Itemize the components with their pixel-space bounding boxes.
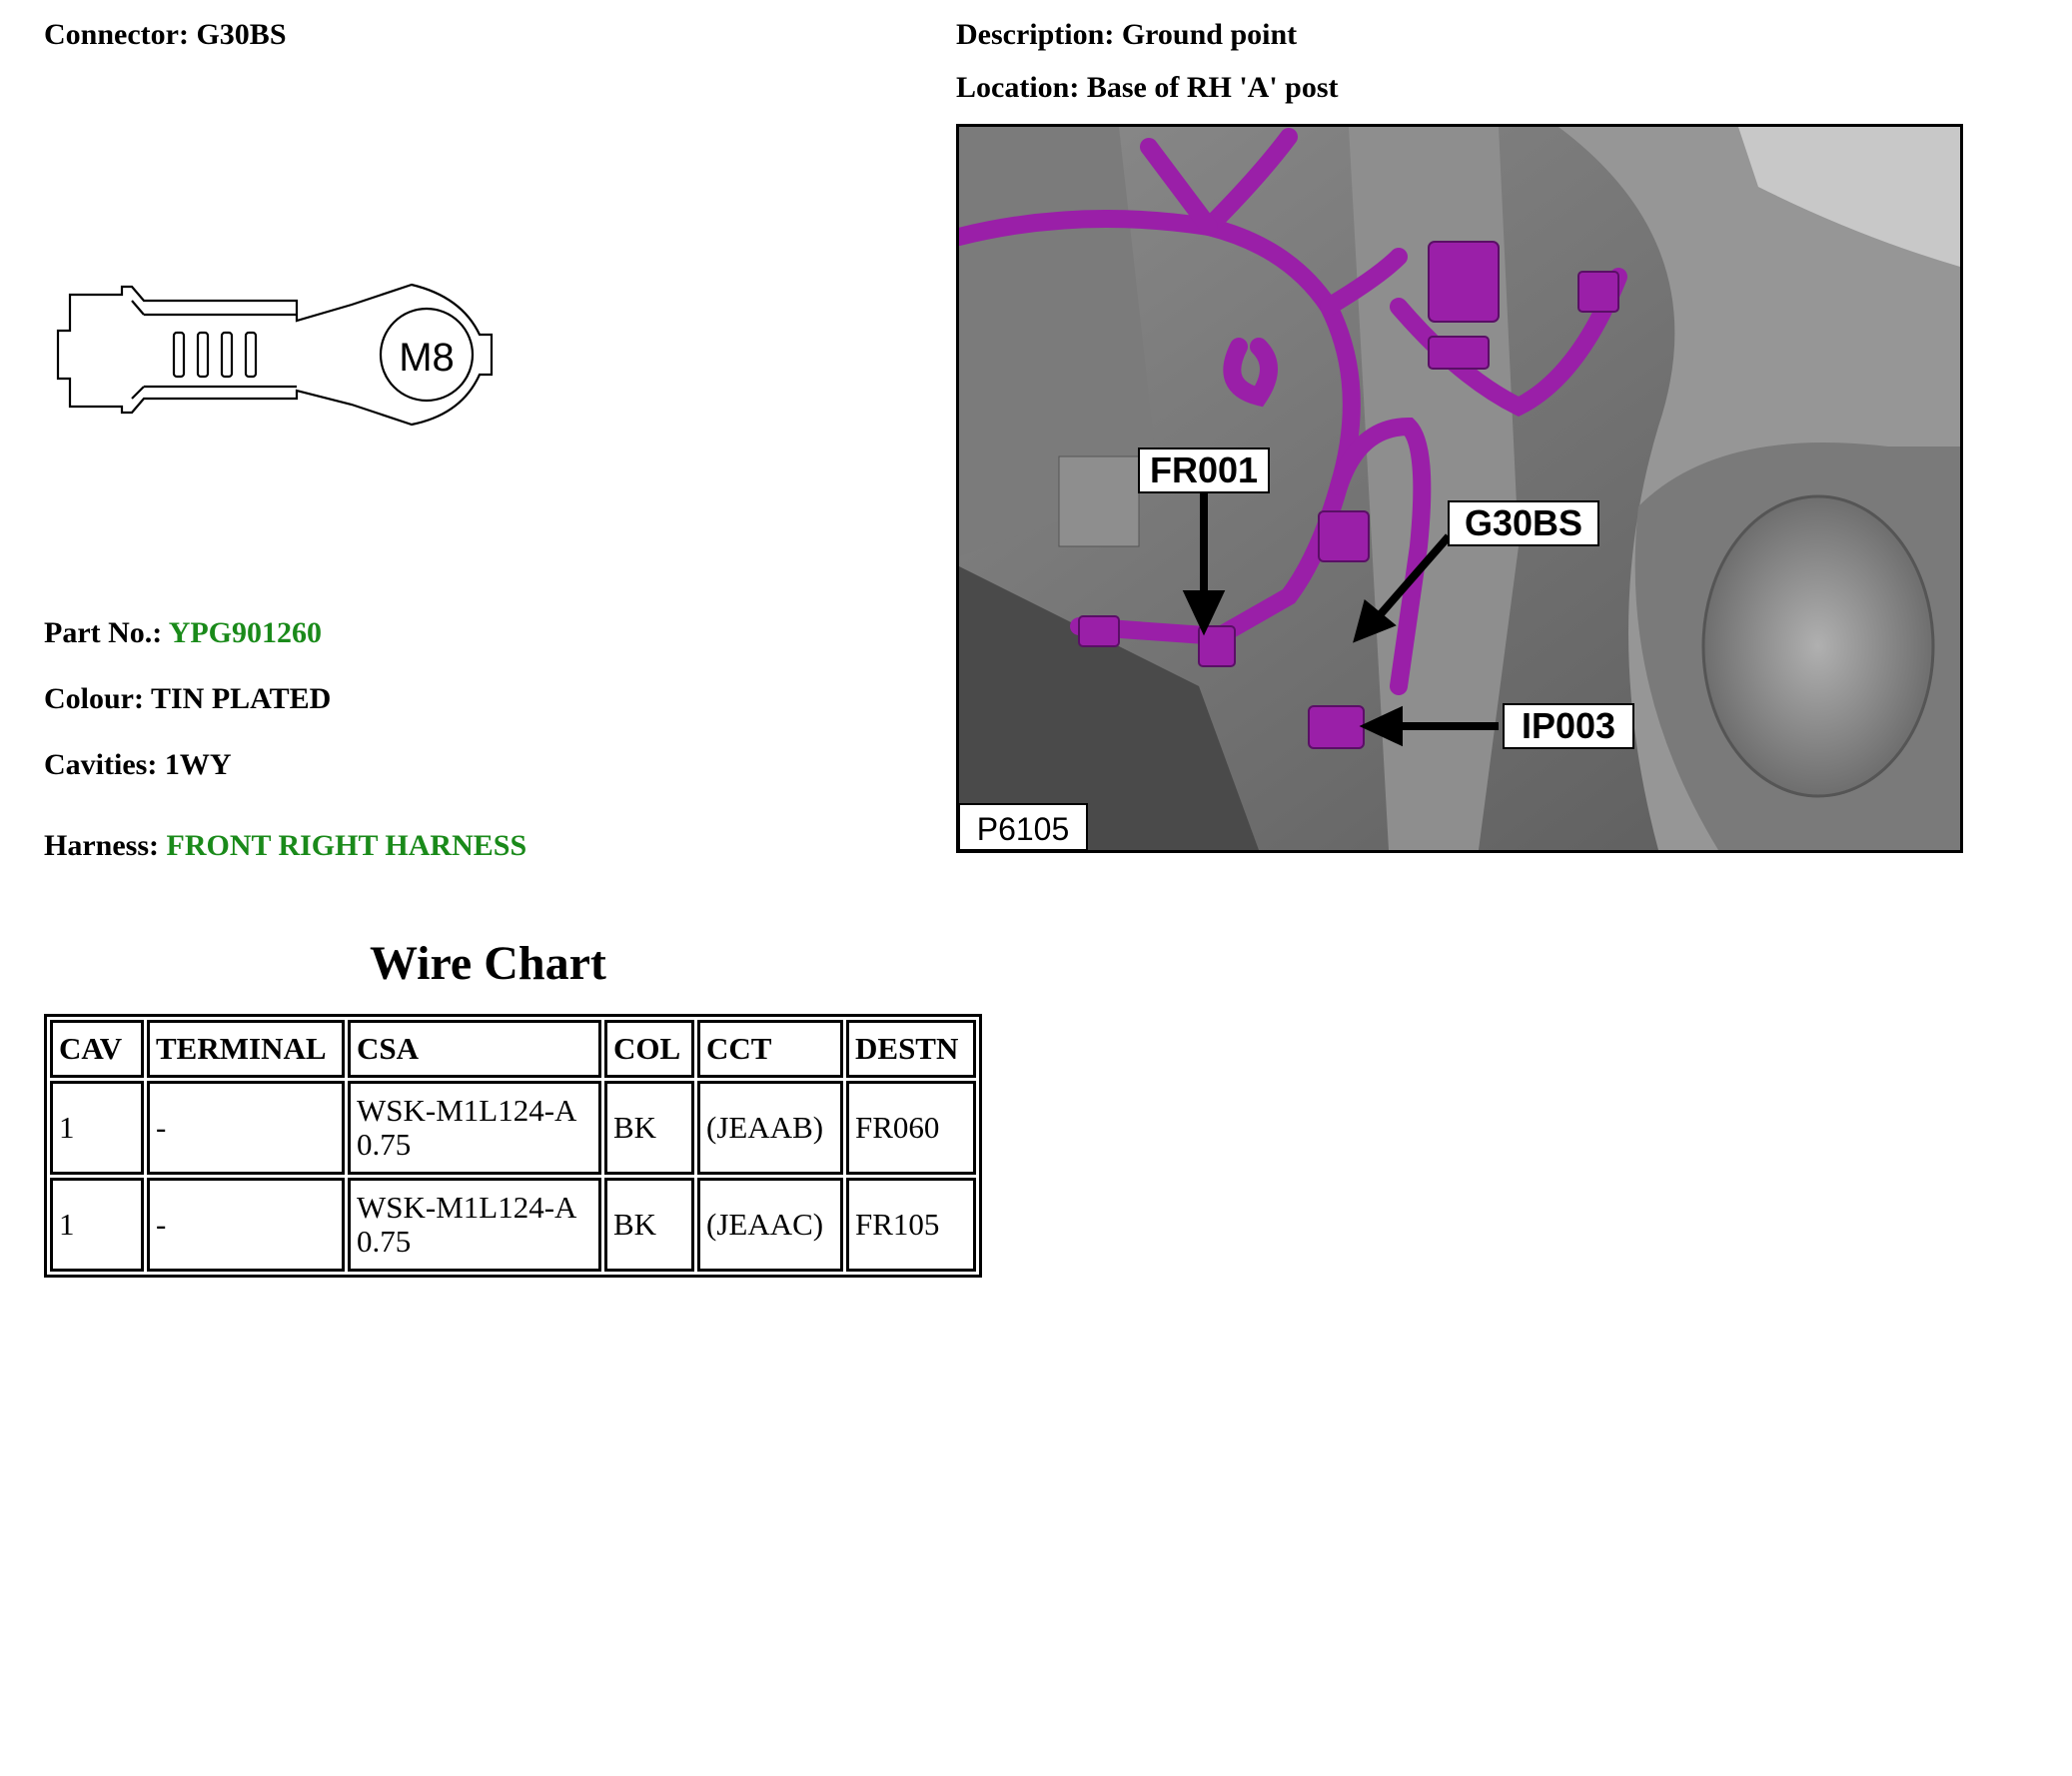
- col-header-col: COL: [604, 1020, 694, 1078]
- wire-chart-table: [44, 1014, 982, 1278]
- description-label: Description:: [956, 18, 1115, 51]
- part-number-label: Part No.:: [44, 616, 163, 649]
- cell-col: BK: [604, 1081, 694, 1175]
- table-row: [50, 1178, 976, 1272]
- harness-field: [44, 829, 526, 863]
- col-header-csa: CSA: [348, 1020, 601, 1078]
- col-header-cav: CAV: [50, 1020, 144, 1078]
- colour-field: [44, 682, 331, 716]
- cell-csa-size: 0.75: [357, 1224, 412, 1259]
- cell-destn: FR060: [846, 1081, 976, 1175]
- part-number-field: [44, 616, 322, 650]
- cell-csa-spec: WSK-M1L124-A: [357, 1190, 577, 1225]
- cell-destn: FR105: [846, 1178, 976, 1272]
- part-number-link[interactable]: YPG901260: [168, 616, 323, 649]
- cell-terminal: -: [147, 1178, 345, 1272]
- wire-chart-title: Wire Chart: [370, 937, 606, 990]
- col-header-cct: CCT: [697, 1020, 843, 1078]
- location-label: Location:: [956, 71, 1080, 104]
- callout-ip003: IP003: [1521, 705, 1616, 746]
- cavities-label: Cavities:: [44, 748, 158, 781]
- ring-terminal-diagram: [52, 275, 531, 435]
- callout-fr001: FR001: [1149, 449, 1259, 490]
- cell-csa: [348, 1081, 601, 1175]
- colour-label: Colour:: [44, 682, 144, 715]
- location-photo: [956, 124, 1963, 853]
- cell-cav: 1: [50, 1081, 144, 1175]
- stud-size-label: M8: [399, 336, 455, 380]
- location-field: [956, 71, 1339, 105]
- connector-label: Connector:: [44, 18, 189, 51]
- table-header-row: [50, 1020, 976, 1078]
- cavities-field: [44, 748, 231, 782]
- description-value: Ground point: [1121, 18, 1298, 51]
- callout-g30bs: G30BS: [1464, 502, 1583, 543]
- connector-value: G30BS: [196, 18, 287, 51]
- figure-id: P6105: [976, 811, 1070, 847]
- cell-terminal: -: [147, 1081, 345, 1175]
- description-field: [956, 18, 1297, 52]
- cell-cav: 1: [50, 1178, 144, 1272]
- harness-label: Harness:: [44, 829, 159, 862]
- cell-csa-spec: WSK-M1L124-A: [357, 1093, 577, 1128]
- col-header-destn: DESTN: [846, 1020, 976, 1078]
- cell-cct: (JEAAC): [697, 1178, 843, 1272]
- connector-field: [44, 18, 287, 52]
- col-header-terminal: TERMINAL: [147, 1020, 345, 1078]
- cell-cct: (JEAAB): [697, 1081, 843, 1175]
- cell-csa: [348, 1178, 601, 1272]
- colour-value: TIN PLATED: [150, 682, 332, 715]
- cell-col: BK: [604, 1178, 694, 1272]
- cavities-value: 1WY: [164, 748, 232, 781]
- location-value: Base of RH 'A' post: [1086, 71, 1339, 104]
- harness-link[interactable]: FRONT RIGHT HARNESS: [166, 829, 527, 862]
- cell-csa-size: 0.75: [357, 1127, 412, 1162]
- table-row: [50, 1081, 976, 1175]
